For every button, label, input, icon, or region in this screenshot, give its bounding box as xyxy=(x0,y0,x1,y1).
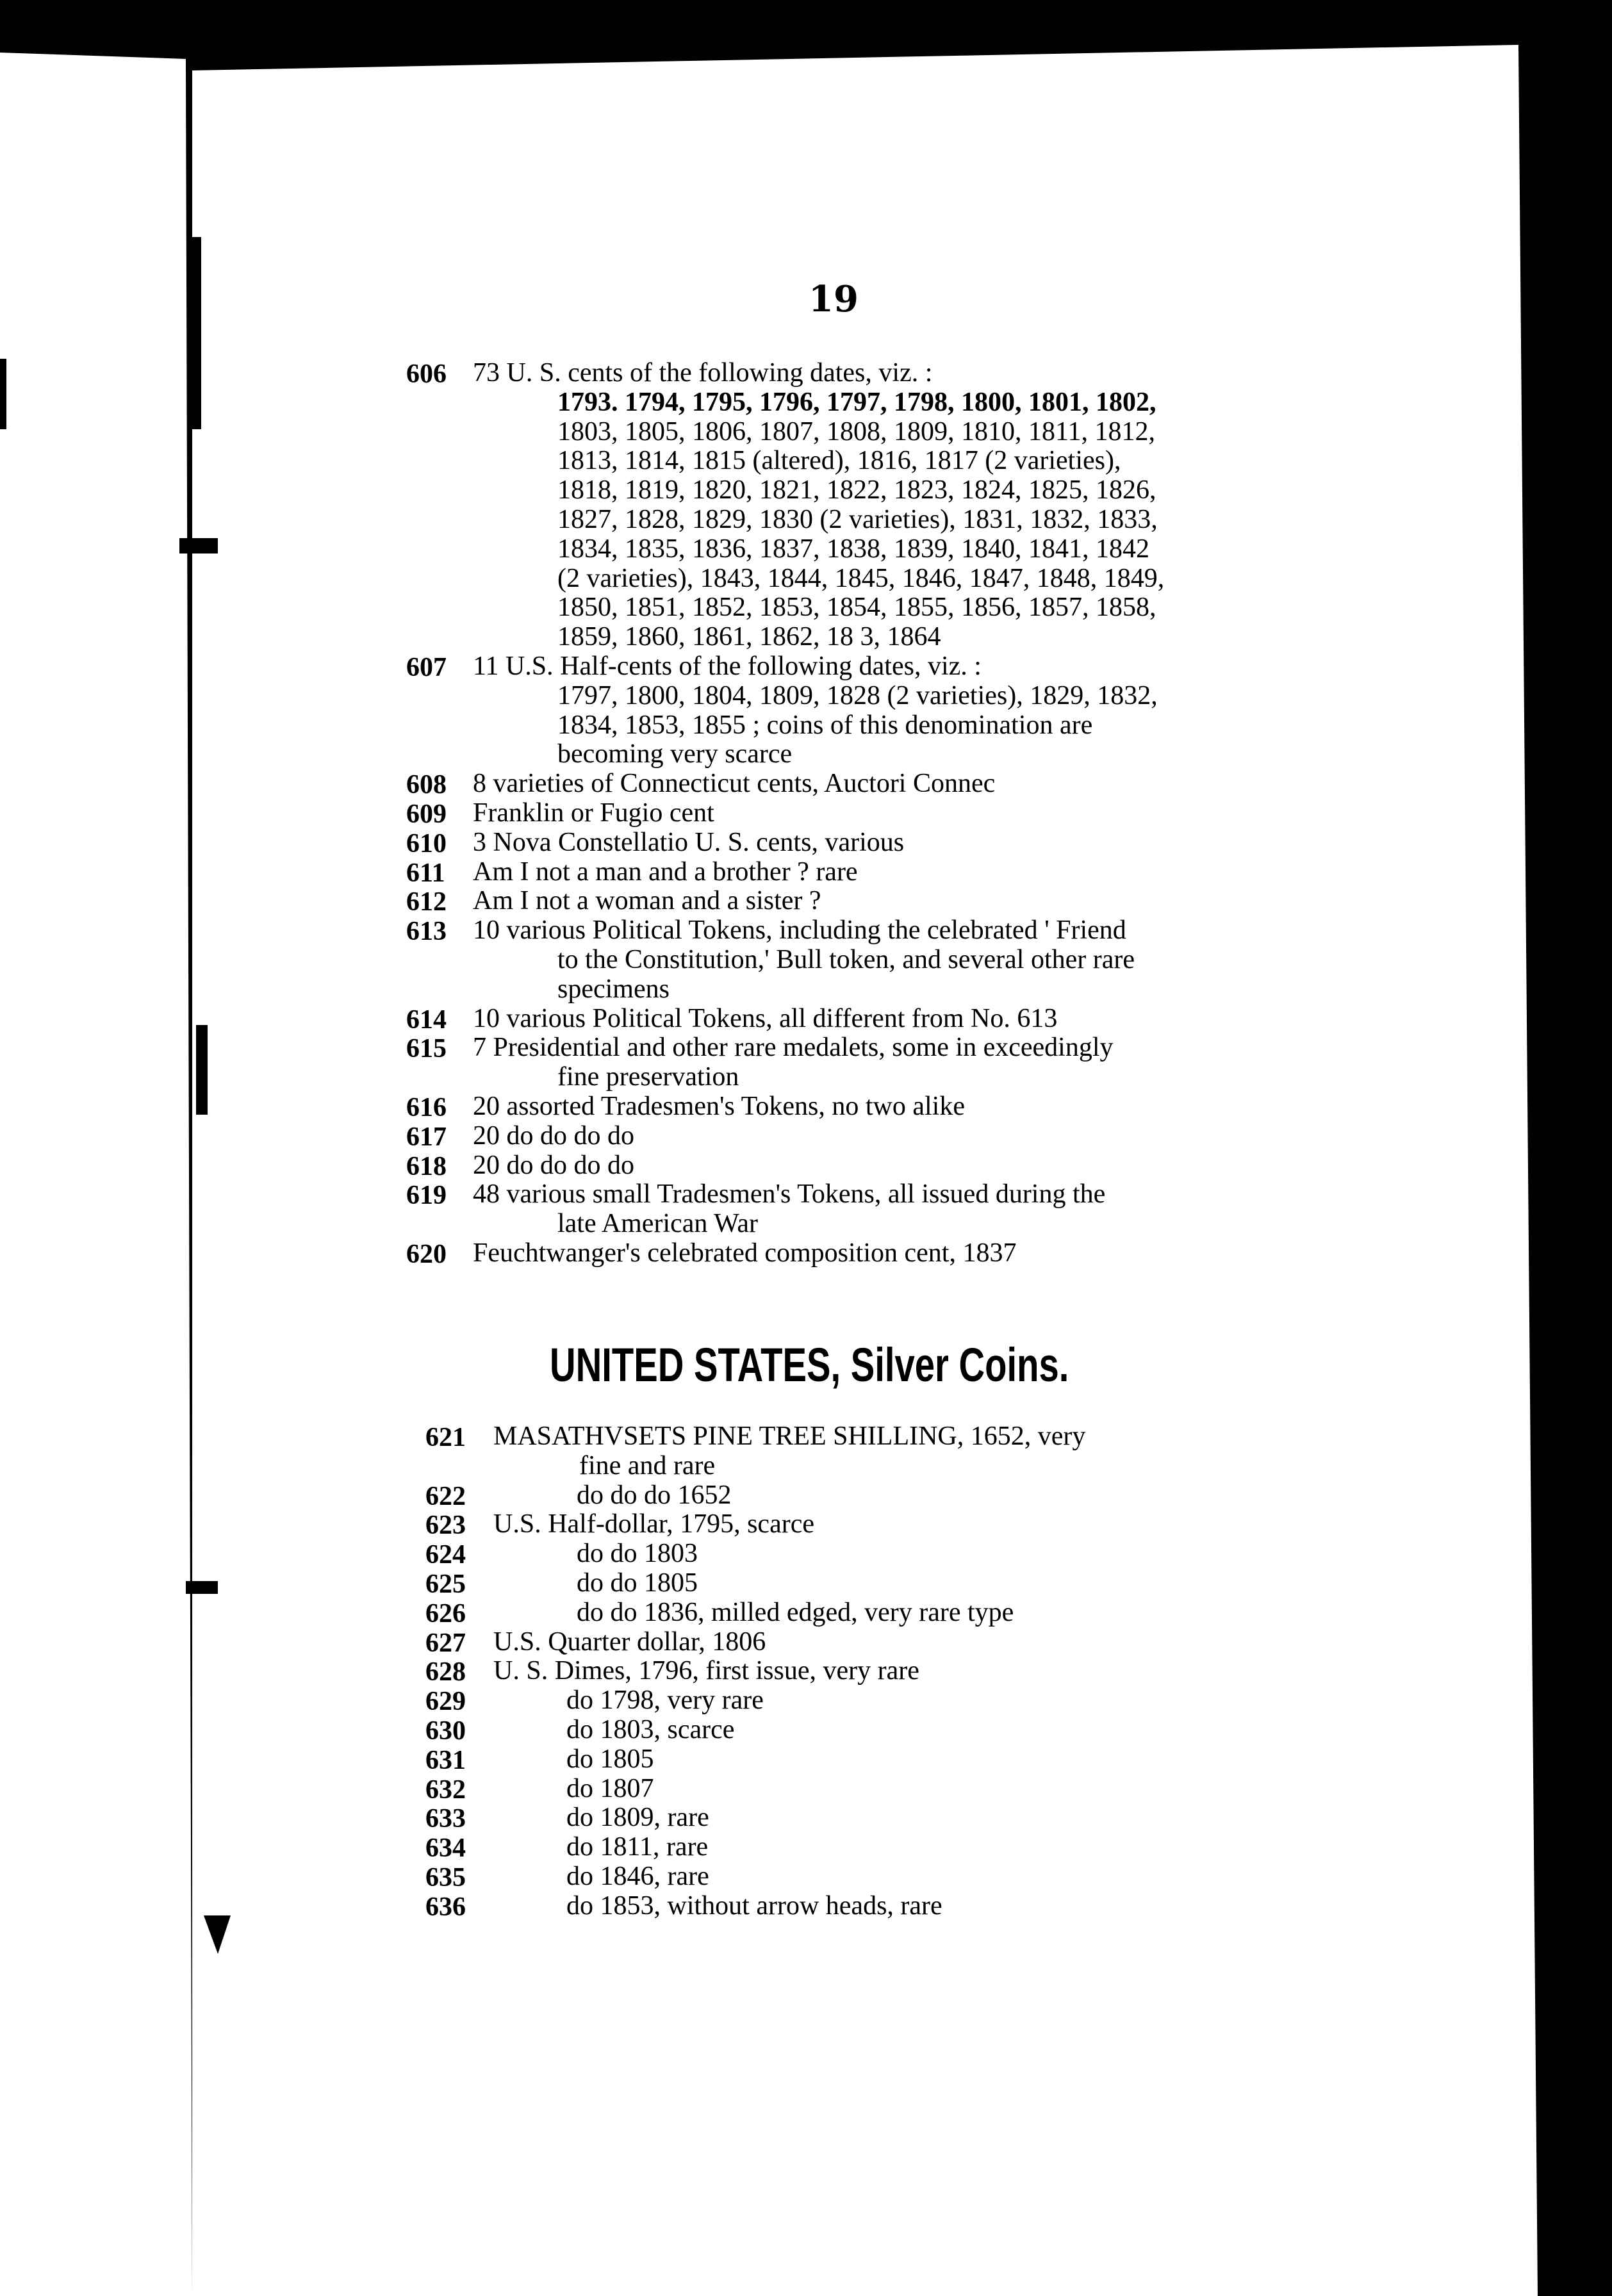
lot-description: U.S. Quarter dollar, 1806 xyxy=(493,1627,766,1657)
lot-description-continued: 1834, 1853, 1855 ; coins of this denomination are xyxy=(557,710,1093,740)
lot-description: 10 various Political Tokens, including the celebrated ' Friend xyxy=(473,915,1126,946)
lot-number: 632 xyxy=(425,1775,466,1805)
lot-description-continued: becoming very scarce xyxy=(557,739,793,769)
lot-description: 3 Nova Constellatio U. S. cents, various xyxy=(473,827,905,857)
lot-number: 620 xyxy=(406,1240,447,1269)
lot-description: 8 varieties of Connecticut cents, Auctori Connec xyxy=(473,769,996,799)
lot-description-continued: 1803, 1805, 1806, 1807, 1808, 1809, 1810, 1811, 1812, xyxy=(557,416,1155,447)
lot-description-continued: fine preservation xyxy=(557,1062,739,1092)
lot-description-continued: to the Constitution,' Bull token, and several other rare xyxy=(557,945,1135,974)
lot-description-continued: 1797, 1800, 1804, 1809, 1828 (2 varieties), 1829, 1832, xyxy=(557,680,1158,710)
lot-number: 626 xyxy=(425,1598,466,1628)
lot-description: U. S. Dimes, 1796, first issue, very rare xyxy=(493,1656,919,1686)
lot-number: 629 xyxy=(425,1687,466,1717)
lot-description-continued: (2 varieties), 1843, 1844, 1845, 1846, 1847, 1848, 1849, xyxy=(557,563,1165,593)
lot-number: 628 xyxy=(425,1657,466,1687)
lot-description: Am I not a woman and a sister ? xyxy=(473,886,821,916)
lot-description: do 1805 xyxy=(566,1744,654,1774)
lot-description: Am I not a man and a brother ? rare xyxy=(473,857,858,887)
lot-number: 611 xyxy=(406,858,445,888)
page-number: 19 xyxy=(809,278,859,320)
lot-description: do 1853, without arrow heads, rare xyxy=(566,1890,942,1921)
lot-number: 622 xyxy=(425,1481,466,1511)
lot-description: do 1798, very rare xyxy=(566,1685,764,1716)
lot-number: 624 xyxy=(425,1540,466,1570)
lot-description: 20 assorted Tradesmen's Tokens, no two alike xyxy=(473,1092,965,1121)
lot-number: 627 xyxy=(425,1628,466,1658)
lot-description-continued: late American War xyxy=(557,1209,759,1239)
lot-description: Feuchtwanger's celebrated composition cent, 1837 xyxy=(473,1238,1017,1268)
lot-description-continued: specimens xyxy=(557,974,670,1004)
lot-number: 617 xyxy=(406,1122,447,1152)
lot-number: 616 xyxy=(406,1093,447,1122)
lot-number: 633 xyxy=(425,1804,466,1834)
lot-number: 623 xyxy=(425,1511,466,1541)
lot-description: do 1811, rare xyxy=(566,1832,709,1862)
lot-number: 625 xyxy=(425,1570,466,1599)
lot-description: Franklin or Fugio cent xyxy=(473,798,714,828)
lot-description: do 1807 xyxy=(566,1773,654,1803)
lot-number: 607 xyxy=(406,653,447,682)
lot-number: 621 xyxy=(425,1423,466,1452)
lot-description-continued: fine and rare xyxy=(579,1450,716,1480)
lot-number: 618 xyxy=(406,1151,447,1181)
lot-description-continued: 1850, 1851, 1852, 1853, 1854, 1855, 1856, 1857, 1858, xyxy=(557,593,1156,623)
lot-description: do 1809, rare xyxy=(566,1803,709,1833)
lot-description: 10 various Political Tokens, all different from No. 613 xyxy=(473,1003,1058,1033)
lot-description: 48 various small Tradesmen's Tokens, all issued during the xyxy=(473,1179,1106,1210)
lot-number: 608 xyxy=(406,770,447,800)
lot-description: do do 1805 xyxy=(577,1568,698,1598)
lot-number: 612 xyxy=(406,887,447,917)
lot-number: 615 xyxy=(406,1034,447,1064)
lot-description: U.S. Half-dollar, 1795, scarce xyxy=(493,1509,814,1539)
lot-description: 11 U.S. Half-cents of the following dates, viz. : xyxy=(473,652,982,681)
lot-number: 613 xyxy=(406,917,447,947)
lot-description: 20 do do do do xyxy=(473,1150,634,1180)
lot-number: 606 xyxy=(406,359,447,389)
lot-description-continued: 1813, 1814, 1815 (altered), 1816, 1817 (2 varieties), xyxy=(557,446,1121,476)
lot-number: 609 xyxy=(406,800,447,829)
lot-number: 610 xyxy=(406,828,447,858)
lot-number: 631 xyxy=(425,1745,466,1775)
lot-description: 73 U. S. cents of the following dates, viz. : xyxy=(473,358,933,388)
lot-description: 7 Presidential and other rare medalets, some in exceedingly xyxy=(473,1033,1114,1063)
lot-description-continued: 1818, 1819, 1820, 1821, 1822, 1823, 1824, 1825, 1826, xyxy=(557,475,1156,505)
lot-description: do 1846, rare xyxy=(566,1862,709,1891)
lot-number: 634 xyxy=(425,1833,466,1864)
section-heading: UNITED STATES, Silver Coins. xyxy=(550,1338,1069,1391)
lot-number: 635 xyxy=(425,1863,466,1892)
lot-number: 636 xyxy=(425,1892,466,1922)
lot-description: do do do 1652 xyxy=(577,1480,732,1510)
lot-description-continued: 1827, 1828, 1829, 1830 (2 varieties), 1831, 1832, 1833, xyxy=(557,505,1158,534)
lot-description: do do 1803 xyxy=(577,1539,698,1569)
lot-description: do 1803, scarce xyxy=(566,1715,735,1744)
lot-description: 20 do do do do xyxy=(473,1120,634,1151)
lot-description: do do 1836, milled edged, very rare type xyxy=(577,1597,1014,1627)
lot-description: MASATHVSETS PINE TREE SHILLING, 1652, very xyxy=(493,1422,1086,1451)
lot-description-continued: 1793. 1794, 1795, 1796, 1797, 1798, 1800, 1801, 1802, xyxy=(557,387,1156,417)
lot-number: 619 xyxy=(406,1181,447,1211)
lot-description-continued: 1859, 1860, 1861, 1862, 18 3, 1864 xyxy=(557,622,941,652)
lot-number: 630 xyxy=(425,1716,466,1746)
lot-description-continued: 1834, 1835, 1836, 1837, 1838, 1839, 1840, 1841, 1842 xyxy=(557,534,1149,564)
lot-number: 614 xyxy=(406,1004,447,1035)
